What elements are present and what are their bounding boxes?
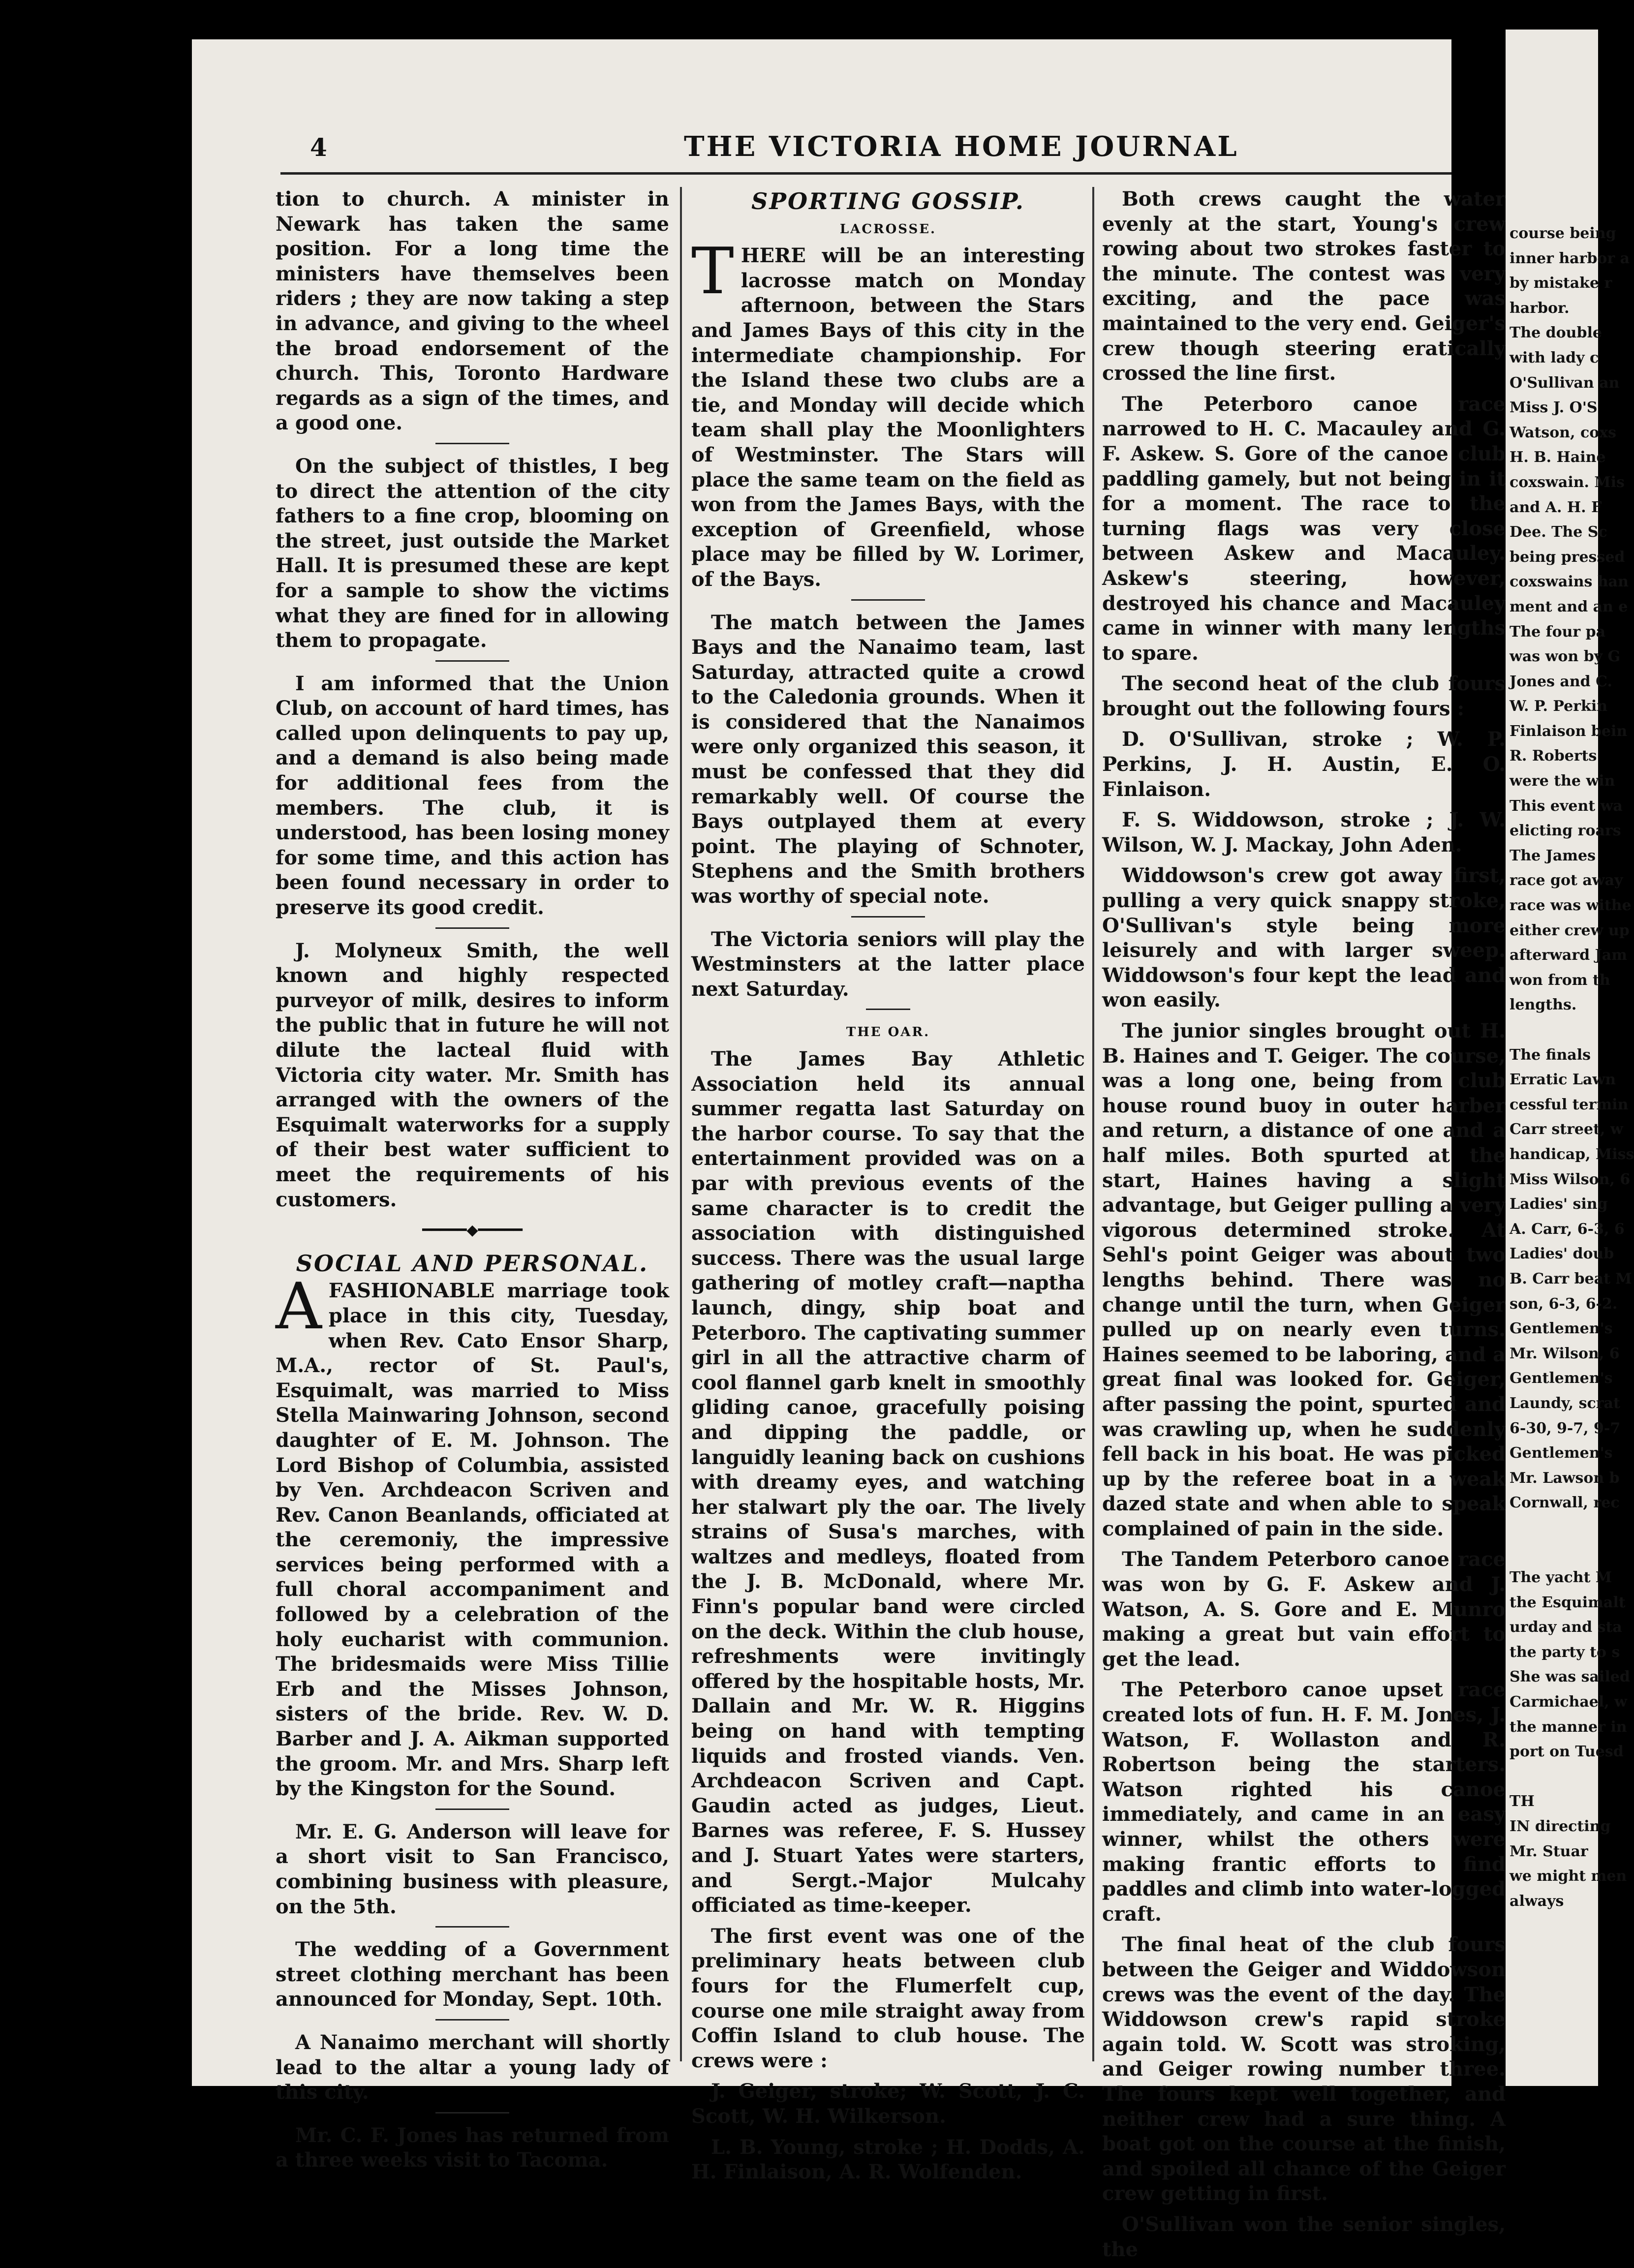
adjacent-page-line: Laundy, scrat [1510, 1394, 1620, 1412]
paragraph: F. S. Widdowson, stroke ; J. W. Wilson, W. J. Mackay, John Aden. [1102, 808, 1506, 857]
paragraph: The match between the James Bays and the Nanaimo team, last Saturday, attracted quite a crowd to the Caledonia grounds. When it is considered that the Nanaimos were only organized this season, it must be confessed that they did remarkably well. Of course the Bays outplayed them at every point. The playing of Schnoter, Stephens and the Smith brothers was worthy of special note. [691, 611, 1085, 908]
adjacent-page-line: we might men [1510, 1868, 1627, 1885]
paragraph [691, 234, 1085, 592]
adjacent-page-line: cessful termin [1510, 1096, 1629, 1113]
separator [435, 660, 509, 662]
column-rule [680, 187, 682, 2061]
adjacent-page-line: being pressed [1510, 548, 1625, 566]
adjacent-page-line: Miss J. O'S [1510, 399, 1598, 417]
paragraph: A Nanaimo merchant will shortly lead to the altar a young lady of this city. [276, 2030, 669, 2104]
adjacent-page-line: handicap, Miss [1510, 1145, 1634, 1163]
paragraph: Mr. E. G. Anderson will leave for a short visit to San Francisco, combining business with pleasure, on the 5th. [276, 1820, 669, 1918]
adjacent-page-line: either crew up [1510, 921, 1630, 939]
paragraph: tion to church. A minister in Newark has taken the same position. For a long time the ministers have themselves been riders ; they are now taking a step in advance, and giving to the wheel the broad endorsement of the church. This, Toronto Hardware regards as a sign of the times, and a good one. [276, 187, 669, 435]
newspaper-page [192, 39, 1506, 2261]
adjacent-page-line: 6-30, 9-7, 9-7 [1510, 1419, 1621, 1437]
paragraph: The final heat of the club fours between the Geiger and Widdowson crews was the event of the day. The Widdowson crew's rapid stroke again told. W. Scott was stroking, and Geiger rowing number three. The fours kept well together, and neither crew had a sure thing. A boat got on the course at the finish, and spoiled all chance of the Geiger crew getting in first. [1102, 1933, 1506, 2206]
adjacent-page-line: IN directing [1510, 1818, 1611, 1835]
separator [435, 927, 509, 929]
adjacent-page-line: A. Carr, 6-3, 6 [1510, 1220, 1625, 1238]
adjacent-page-line: afterward Jam [1510, 947, 1627, 964]
adjacent-page-line: The double [1510, 324, 1602, 342]
column-3 [1102, 187, 1506, 2268]
adjacent-page-line: son, 6-3, 6-2. [1510, 1295, 1618, 1313]
adjacent-page-line: Mr. Stuar [1510, 1842, 1588, 1860]
paragraph: The second heat of the club fours brought out the following fours : [1102, 672, 1506, 720]
paragraph: The Peterboro canoe upset race created lots of fun. H. F. M. Jones, J. Watson, F. Wollaston and R. Robertson being the starters. Watson righted his canoe immediately, and came in an easy winner, whilst the others were making frantic efforts to find paddles and climb into water-logged craft. [1102, 1678, 1506, 1926]
adjacent-page-line: Ladies' sing [1510, 1195, 1608, 1213]
adjacent-page-line: Ladies' doub [1510, 1245, 1614, 1263]
separator [435, 1926, 509, 1928]
adjacent-page-line: O'Sullivan an [1510, 374, 1620, 392]
adjacent-page-line: Dee. The Sc [1510, 523, 1607, 541]
paragraph-text: FASHIONABLE marriage took place in this city, Tuesday, when Rev. Cato Ensor Sharp, M.A., rector of St. Paul's, Esquimalt, was married to Miss Stella Mainwaring Johnson, second daughter of E. M. Johnson. The Lord Bishop of Columbia, assisted by Ven. Archdeacon Scriven and Rev. Canon Beanlands, officiated at the ceremoniy, the impressive services being performed with a full choral accompaniment and followed by a celebration of the holy eucharist with communion. The bridesmaids were Miss Tillie Erb and the Misses Johnson, sisters of the bride. Rev. W. D. Barber and J. A. Aikman supported the groom. Mr. and Mrs. Sharp left by the Kingston for the Sound. [276, 1279, 669, 1801]
adjacent-page-line: Miss Wilson, 6 [1510, 1170, 1631, 1188]
section-heading: SOCIAL AND PERSONAL. [296, 1250, 649, 1277]
adjacent-page-line: port on Tuesd [1510, 1743, 1624, 1761]
adjacent-page-line [1506, 1516, 1598, 1541]
drop-cap: T [691, 234, 734, 309]
adjacent-page-line: Watson, coxs [1510, 424, 1617, 441]
paragraph: On the subject of thistles, I beg to direct the attention of the city fathers to a fine crop, blooming on the street, just outside the Market Hall. It is presumed these are kept for a sample to show the victims what they are fined for in allowing them to propagate. [276, 454, 669, 652]
adjacent-page-line: Gentlemen's [1510, 1370, 1613, 1387]
subheading: LACROSSE. [839, 221, 937, 237]
adjacent-page-line: R. Roberts [1510, 747, 1597, 765]
adjacent-page-line [1506, 1765, 1598, 1790]
adjacent-page-line: Jones and C. [1510, 673, 1612, 690]
adjacent-page-line: W. P. Perkin [1510, 698, 1608, 715]
paragraph: Mr. C. F. Jones has returned from a three weeks visit to Tacoma. [276, 2123, 669, 2172]
paragraph: The junior singles brought out H. B. Haines and T. Geiger. The course, was a long one, being from club house round buoy in outer harber and return, a distance of one and a half miles. Both spurted at the start, Haines having a slight advantage, but Geiger pulling a very vigorous determined stroke. At Sehl's point Geiger was about two lengths behind. There was no change until the turn, when Geiger pulled up on nearly even turns. Haines seemed to be laboring, and a great final was looked for. Geiger, after passing the point, spurted and was crawling up, when he suddenly fell back in his boat. He was picked up by the referee boat in a weak dazed state and when able to speak complained of pain in the side. [1102, 1019, 1506, 1540]
paragraph: I am informed that the Union Club, on account of hard times, has called upon delinquents to pay up, and a demand is also being made for additional fees from the members. The club, it is understood, has been losing money for some time, and this action has been found necessary in order to preserve its good credit. [276, 672, 669, 919]
section-heading: SPORTING GOSSIP. [751, 188, 1025, 215]
adjacent-page-line: the party to s [1510, 1643, 1620, 1661]
adjacent-page-line: The finals [1510, 1046, 1591, 1064]
adjacent-page-line: harbor. [1510, 299, 1570, 317]
adjacent-page-line: race got away [1510, 872, 1623, 889]
adjacent-page-line: coxswain. Mis [1510, 473, 1625, 491]
paragraph: The wedding of a Government street clothing merchant has been announced for Monday, Sept. 10th. [276, 1938, 669, 2011]
adjacent-page-line: The four pa [1510, 623, 1606, 641]
adjacent-page-line: ment and an e [1510, 598, 1628, 615]
adjacent-page-line: Mr. Wilson, 6 [1510, 1345, 1620, 1362]
adjacent-page-line: B. Carr beat M [1510, 1270, 1632, 1287]
drop-cap: A [276, 1269, 322, 1344]
adjacent-page-line [1506, 1540, 1598, 1565]
paragraph: The first event was one of the preliminary heats between club fours for the Flumerfelt cup, course one mile straight away from Coffin Island to club house. The crews were : [691, 1924, 1085, 2072]
adjacent-page-line: urday and sta [1510, 1619, 1622, 1636]
adjacent-page-line: The yacht M [1510, 1569, 1612, 1587]
separator [435, 443, 509, 444]
adjacent-page-line: She was sailed [1510, 1668, 1630, 1686]
adjacent-page-line: was won by G [1510, 648, 1621, 666]
paragraph: Both crews caught the water evenly at the start, Young's crew rowing about two strokes faster to the minute. The contest was very exciting, and the pace was maintained to the very end. Geiger's crew though steering eratically crossed the line first. [1102, 187, 1506, 385]
paragraph: D. O'Sullivan, stroke ; W. P. Perkins, J. H. Austin, E. O. Finlaison. [1102, 728, 1506, 801]
paragraph-text: HERE will be an interesting lacrosse match on Monday afternoon, between the Stars and James Bays of this city in the intermediate championship. For the Island these two clubs are a tie, and Monday will decide which team shall play the Moonlighters of Westminster. The Stars will place the same team on the field as won from the James Bays, with the exception of Greenfield, whose place may be filled by W. Lorimer, of the Bays. [691, 244, 1085, 591]
adjacent-page-line: Erratic Lawn [1510, 1071, 1616, 1089]
adjacent-page-line: Gentlemen's [1510, 1444, 1613, 1462]
column-1 [276, 187, 669, 2179]
ornament-divider: ━━━━━◆━━━━━ [422, 1222, 523, 1239]
adjacent-page-line: course being [1510, 225, 1616, 242]
paragraph: Widdowson's crew got away first, pulling a very quick snappy stroke, O'Sullivan's style being more leisurely and with larger sweep. Widdowson's four kept the lead and won easily. [1102, 864, 1506, 1012]
paragraph: L. B. Young, stroke ; H. Dodds, A. H. Finlaison, A. R. Wolfenden. [691, 2135, 1085, 2184]
adjacent-page-lines [1506, 30, 1634, 1914]
adjacent-page-line: This event wa [1510, 797, 1623, 815]
adjacent-page-line: Finlaison bein [1510, 722, 1628, 740]
adjacent-page-line: by mistake r [1510, 275, 1612, 292]
adjacent-page-line: Mr. Lawson b [1510, 1469, 1620, 1487]
adjacent-page-line: lengths. [1510, 996, 1577, 1014]
adjacent-page-line: the manner in [1510, 1718, 1627, 1736]
adjacent-page-line: won from th [1510, 971, 1610, 989]
adjacent-page-fragment [1506, 30, 1634, 2086]
adjacent-page-line [1506, 1018, 1598, 1043]
separator [435, 2112, 509, 2114]
separator [866, 1009, 910, 1010]
adjacent-page-line: and A. H. F [1510, 498, 1602, 516]
adjacent-page-line: with lady c [1510, 349, 1599, 367]
paragraph: The Peterboro canoe race narrowed to H. C. Macauley and G. F. Askew. S. Gore of the canoe club paddling gamely, but not being in it for a moment. The race to the turning flags was very close between Askew and Macauley. Askew's steering, however, destroyed his chance and Macauley came in winner with many lengths to spare. [1102, 392, 1506, 665]
paragraph: The Victoria seniors will play the Westminsters at the latter place next Saturday. [691, 927, 1085, 1001]
column-rule [1092, 187, 1094, 2061]
paragraph [276, 1269, 669, 1801]
adjacent-page-line: elicting roars [1510, 822, 1621, 840]
adjacent-page-line: race was withe [1510, 897, 1632, 915]
separator [435, 1808, 509, 1810]
adjacent-page-line: H. B. Haine [1510, 449, 1606, 466]
masthead: THE VICTORIA HOME JOURNAL [684, 130, 1239, 163]
adjacent-page-line: always [1510, 1892, 1564, 1910]
separator [851, 916, 925, 918]
header-rule [280, 172, 1451, 175]
adjacent-page-line: The James [1510, 847, 1596, 864]
paragraph: The Tandem Peterboro canoe race was won by G. F. Askew and J. Watson, A. S. Gore and E. Munro making a great but vain effort to get the lead. [1102, 1548, 1506, 1671]
paragraph: O'Sullivan won the senior singles, the [1102, 2212, 1506, 2261]
page-number: 4 [310, 133, 327, 162]
adjacent-page-line: coxswains han [1510, 573, 1629, 591]
paragraph: J. Geiger, stroke; W. Scott, J. C. Scott, W. H. Wilkerson. [691, 2080, 1085, 2128]
separator [851, 599, 925, 601]
adjacent-page-line: Carr street, w [1510, 1121, 1623, 1138]
adjacent-page-line: were the win [1510, 772, 1615, 790]
separator [435, 2019, 509, 2021]
subheading: THE OAR. [846, 1025, 930, 1040]
paragraph: The James Bay Athletic Association held its annual summer regatta last Saturday on the harbor course. To say that the entertainment provided was on a par with previous events of the same character is to credit the association with distinguished success. There was the usual large gathering of motley craft—naptha launch, dingy, ship boat and Peterboro. The captivating summer girl in all the attractive charm of cool flannel garb knelt in smoothly gliding canoe, gracefully poising and dipping the paddle, or languidly leaning back on cushions with dreamy eyes, and watching her stalwart ply the oar. The lively strains of Susa's marches, with waltzes and medleys, floated from the J. B. McDonald, where Mr. Finn's popular band were circled on the deck. Within the club house, refreshments were invitingly offered by the hospitable hosts, Mr. Dallain and Mr. W. R. Higgins being on hand with tempting liquids and frosted viands. Ven. Archdeacon Scriven and Capt. Gaudin acted as judges, Lieut. Barnes was referee, F. S. Hussey and J. Stuart Yates were starters, and Sergt.-Major Mulcahy officiated as time-keeper. [691, 1047, 1085, 1917]
adjacent-page-line: Gentlemen's [1510, 1320, 1613, 1338]
adjacent-page-line: inner harbor a [1510, 249, 1630, 267]
adjacent-page-line: Carmichael, w [1510, 1693, 1627, 1711]
adjacent-page-line: Cornwall, rec [1510, 1494, 1620, 1512]
column-2 [691, 187, 1085, 2191]
adjacent-page-line: the Esquimalt [1510, 1594, 1626, 1611]
paragraph: J. Molyneux Smith, the well known and highly respected purveyor of milk, desires to inform the public that in future he will not dilute the lacteal fluid with Victoria city water. Mr. Smith has arranged with the owners of the Esquimalt waterworks for a supply of their best water sufficient to meet the requirements of his customers. [276, 939, 669, 1211]
adjacent-page-line: TH [1510, 1793, 1535, 1810]
